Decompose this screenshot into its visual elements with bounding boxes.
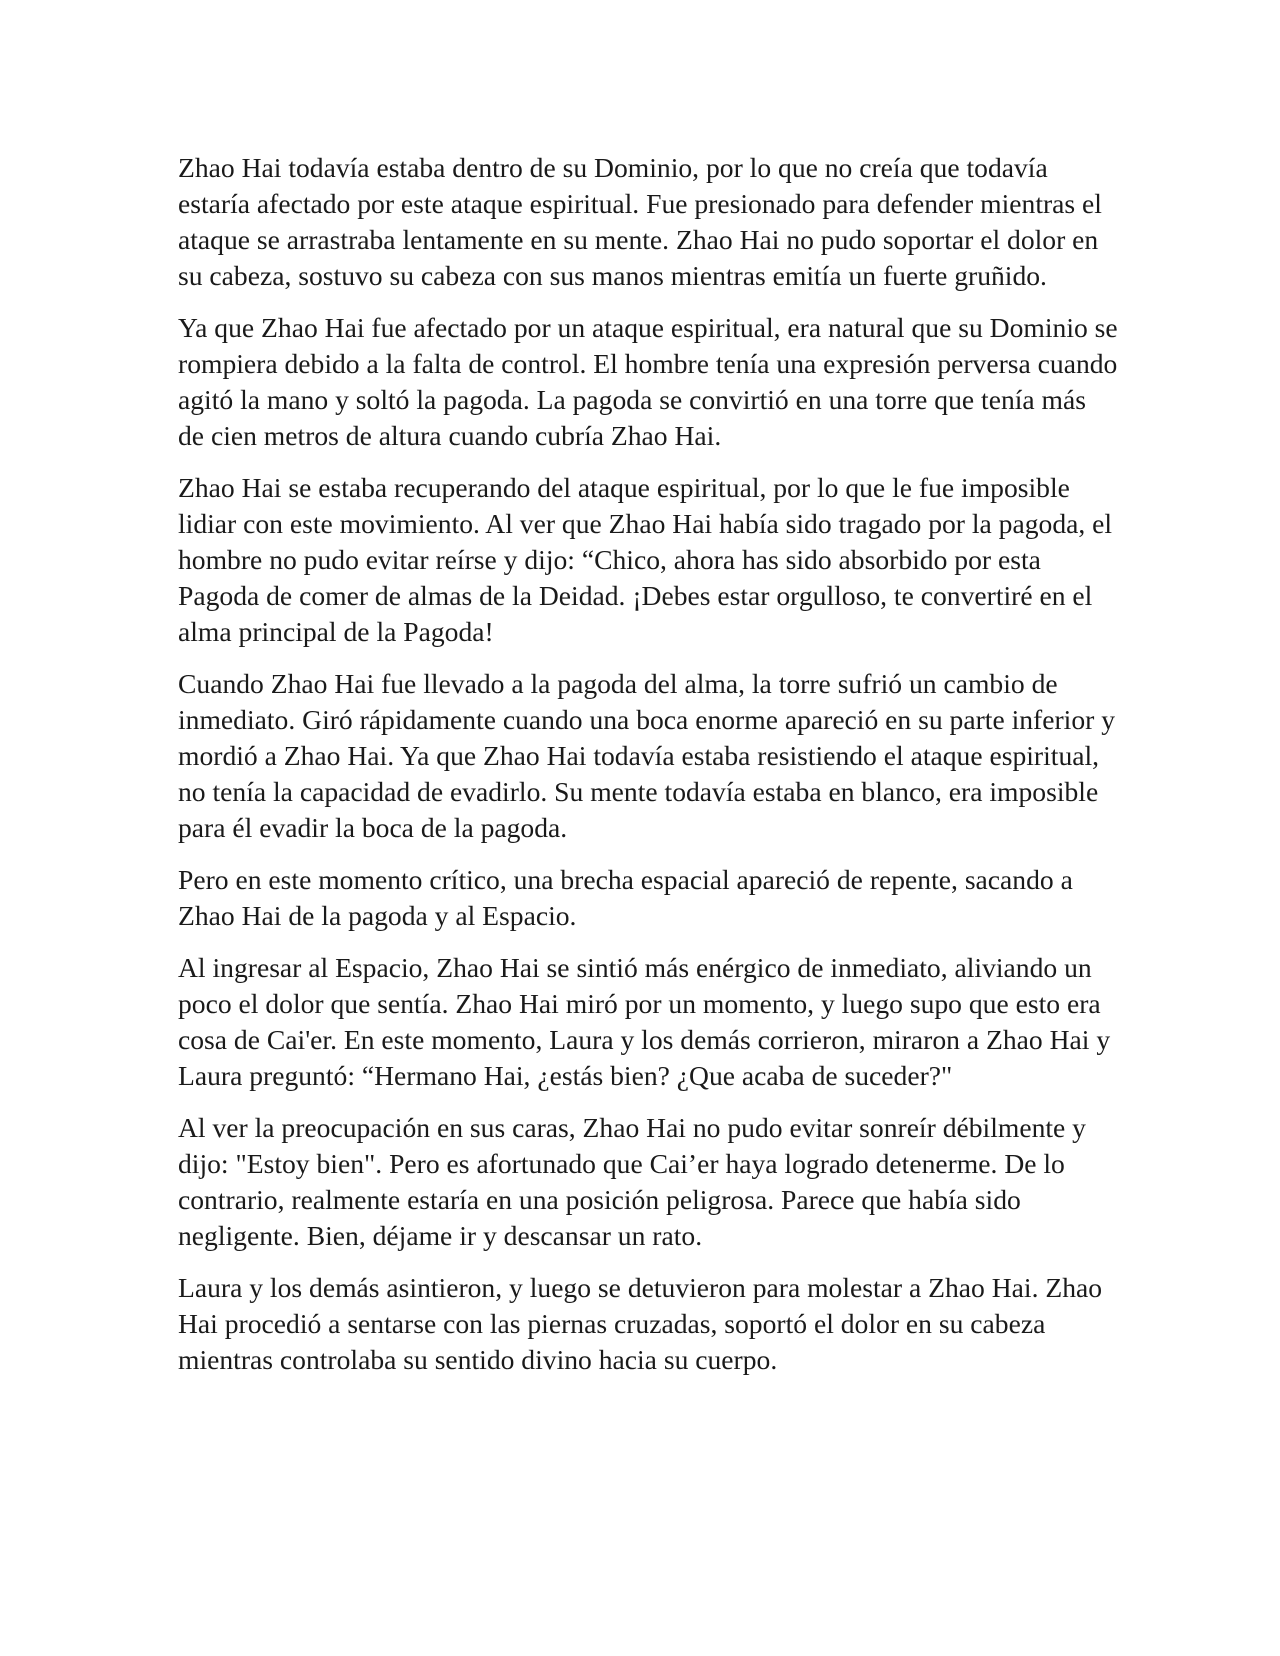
paragraph-4: Cuando Zhao Hai fue llevado a la pagoda del alma, la torre sufrió un cambio de inmediato. Giró rápidamente cuando una boca enorme apareció en su parte inferior y mordió a Zhao Hai. Ya que Zhao Hai todavía estaba resistiendo el ataque espiritual, no tenía la capacidad de evadirlo. Su mente todavía estaba en blanco, era imposible para él evadir la boca de la pagoda. — [178, 668, 1116, 843]
paragraph-5: Pero en este momento crítico, una brecha espacial apareció de repente, sacando a Zhao Hai de la pagoda y al Espacio. — [178, 864, 1073, 931]
paragraph-6: Al ingresar al Espacio, Zhao Hai se sintió más enérgico de inmediato, aliviando un poco el dolor que sentía. Zhao Hai miró por un momento, y luego supo que esto era cosa de Cai'er. En este momento, Laura y los demás corrieron, miraron a Zhao Hai y Laura preguntó: “Hermano Hai, ¿estás bien? ¿Que acaba de suceder?" — [178, 952, 1111, 1091]
document-body — [178, 150, 1118, 1394]
paragraph-2: Ya que Zhao Hai fue afectado por un ataque espiritual, era natural que su Dominio se rompiera debido a la falta de control. El hombre tenía una expresión perversa cuando agitó la mano y soltó la pagoda. La pagoda se convirtió en una torre que tenía más de cien metros de altura cuando cubría Zhao Hai. — [178, 312, 1118, 451]
paragraph-1: Zhao Hai todavía estaba dentro de su Dominio, por lo que no creía que todavía estaría afectado por este ataque espiritual. Fue presionado para defender mientras el ataque se arrastraba lentamente en su mente. Zhao Hai no pudo soportar el dolor en su cabeza, sostuvo su cabeza con sus manos mientras emitía un fuerte gruñido. — [178, 152, 1102, 291]
paragraph-8: Laura y los demás asintieron, y luego se detuvieron para molestar a Zhao Hai. Zhao Hai procedió a sentarse con las piernas cruzadas, soportó el dolor en su cabeza mientras controlaba su sentido divino hacia su cuerpo. — [178, 1272, 1103, 1375]
paragraph-7: Al ver la preocupación en sus caras, Zhao Hai no pudo evitar sonreír débilmente y dijo: "Estoy bien". Pero es afortunado que Cai’er haya logrado detenerme. De lo contrario, realmente estaría en una posición peligrosa. Parece que había sido negligente. Bien, déjame ir y descansar un rato. — [178, 1112, 1086, 1251]
paragraph-3: Zhao Hai se estaba recuperando del ataque espiritual, por lo que le fue imposible lidiar con este movimiento. Al ver que Zhao Hai había sido tragado por la pagoda, el hombre no pudo evitar reírse y dijo: “Chico, ahora has sido absorbido por esta Pagoda de comer de almas de la Deidad. ¡Debes estar orgulloso, te convertiré en el alma principal de la Pagoda! — [178, 472, 1113, 647]
